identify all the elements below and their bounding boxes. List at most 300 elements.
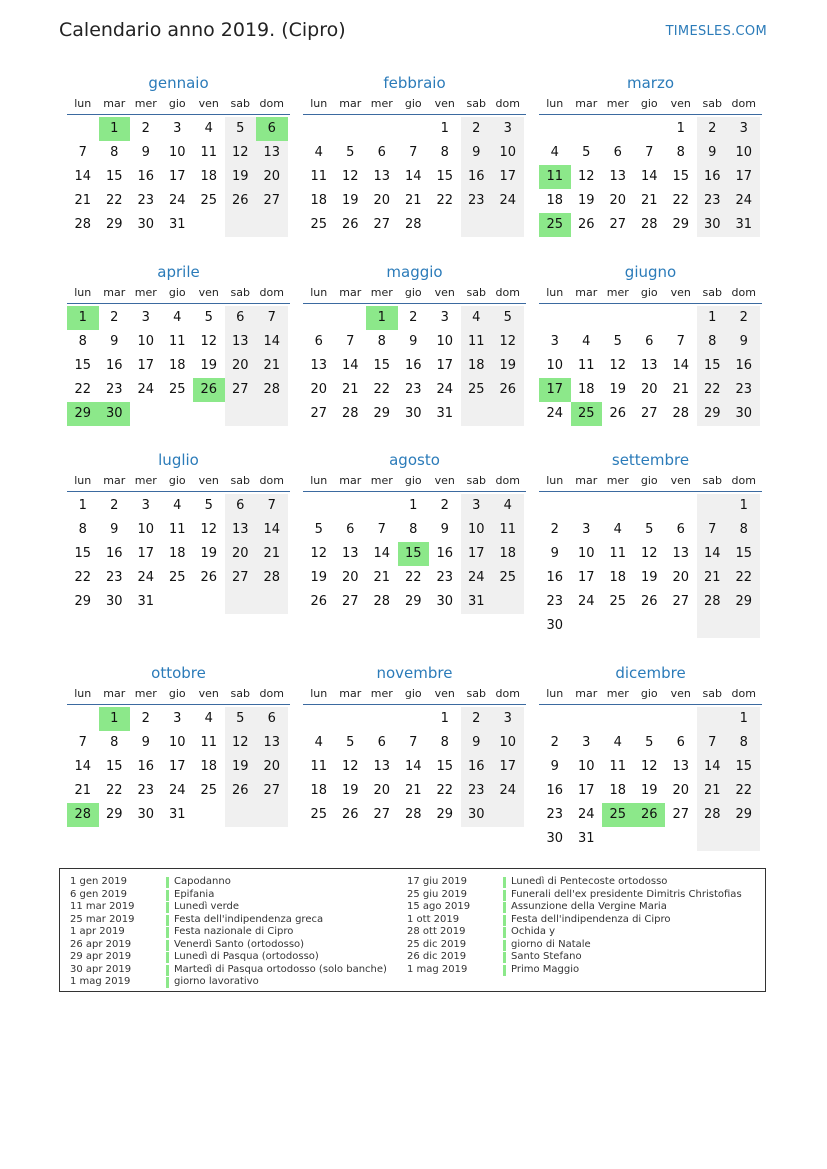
day-cell: 19 — [200, 546, 218, 561]
legend-date: 28 ott 2019 — [407, 926, 466, 937]
weekday-header-row — [67, 684, 290, 705]
week-row — [67, 779, 290, 803]
week-row — [539, 518, 762, 542]
day-cell: 9 — [728, 330, 760, 354]
week-row — [303, 189, 526, 213]
month-dicembre — [539, 662, 762, 851]
day-cell: 27 — [672, 594, 690, 609]
week-row — [303, 590, 526, 614]
day-cell: 17 — [577, 570, 595, 585]
day-cell: 29 — [404, 594, 422, 609]
day-cell: 3 — [461, 494, 493, 518]
holiday-color-marker — [503, 915, 506, 926]
day-cell: 7 — [256, 494, 288, 518]
day-cell: 23 — [461, 189, 493, 213]
weekday-header: dom — [495, 687, 520, 700]
month-name: dicembre — [615, 664, 686, 682]
empty-day-cell — [303, 306, 335, 330]
legend-holiday-name: Santo Stefano — [511, 951, 582, 962]
week-row — [303, 518, 526, 542]
weekday-header: ven — [198, 474, 219, 487]
day-cell: 19 — [310, 570, 328, 585]
day-cell: 25 — [461, 378, 493, 402]
day-cell: 13 — [225, 518, 257, 542]
empty-day-cell — [697, 494, 729, 518]
day-cell: 22 — [74, 382, 92, 397]
weekday-header-row — [539, 471, 762, 492]
empty-day-cell — [256, 402, 288, 426]
weekday-header-row — [303, 471, 526, 492]
day-cell: 26 — [640, 594, 658, 609]
day-cell: 5 — [645, 735, 654, 750]
empty-day-cell — [634, 494, 666, 518]
week-row — [303, 117, 526, 141]
legend-row — [397, 901, 742, 914]
empty-day-cell — [162, 590, 194, 614]
day-cell: 2 — [550, 522, 559, 537]
legend-holiday-name: Epifania — [174, 888, 215, 900]
day-cell: 7 — [676, 334, 685, 349]
day-cell: 26 — [609, 406, 627, 421]
day-cell: 4 — [492, 494, 524, 518]
holiday-color-marker — [166, 890, 169, 901]
day-cell: 15 — [74, 546, 92, 561]
weekday-header: lun — [74, 474, 92, 487]
empty-day-cell — [634, 614, 666, 638]
day-cell: 26 — [200, 570, 218, 585]
day-cell: 5 — [582, 145, 591, 160]
day-cell: 17 — [168, 169, 186, 184]
month-settembre — [539, 449, 762, 638]
day-cell: 31 — [728, 213, 760, 237]
week-row — [539, 378, 762, 402]
day-cell: 16 — [404, 358, 422, 373]
day-cell: 22 — [436, 193, 454, 208]
day-cell: 25 — [609, 594, 627, 609]
empty-day-cell — [571, 707, 603, 731]
legend-holiday-name: Funerali dell'ex presidente Dimitris Christofias — [511, 888, 742, 900]
empty-day-cell — [492, 590, 524, 614]
empty-day-cell — [665, 614, 697, 638]
legend-date: 29 apr 2019 — [70, 951, 132, 962]
week-row — [67, 189, 290, 213]
day-cell: 9 — [697, 141, 729, 165]
day-cell: 19 — [492, 354, 524, 378]
day-cell: 4 — [550, 145, 559, 160]
week-row — [539, 827, 762, 851]
day-cell: 8 — [110, 735, 119, 750]
day-cell: 1 — [440, 711, 449, 726]
day-cell: 5 — [204, 310, 213, 325]
weekday-header: dom — [495, 286, 520, 299]
legend-date: 26 apr 2019 — [70, 938, 132, 950]
day-cell: 23 — [697, 189, 729, 213]
holiday-day-cell: 29 — [67, 402, 99, 426]
day-cell: 10 — [546, 358, 564, 373]
weekday-header: mar — [575, 97, 598, 110]
week-row — [67, 165, 290, 189]
day-cell: 24 — [546, 406, 564, 421]
legend-holiday-name: giorno lavorativo — [174, 976, 259, 987]
day-cell: 27 — [256, 189, 288, 213]
day-cell: 30 — [404, 406, 422, 421]
day-cell: 27 — [225, 378, 257, 402]
day-cell: 2 — [550, 735, 559, 750]
legend-date: 11 mar 2019 — [70, 901, 135, 912]
day-cell: 27 — [310, 406, 328, 421]
legend-date: 26 dic 2019 — [407, 951, 467, 962]
month-name: luglio — [158, 451, 199, 469]
day-cell: 29 — [373, 406, 391, 421]
weekday-header: mer — [606, 474, 629, 487]
day-cell: 13 — [256, 141, 288, 165]
holiday-color-marker — [503, 890, 506, 901]
empty-day-cell — [571, 306, 603, 330]
empty-day-cell — [602, 827, 634, 851]
week-row — [539, 117, 762, 141]
day-cell: 8 — [409, 522, 418, 537]
empty-day-cell — [67, 117, 99, 141]
week-row — [303, 731, 526, 755]
legend-row — [60, 964, 387, 977]
weekday-header-row — [539, 94, 762, 115]
weekday-header: mer — [134, 286, 157, 299]
legend-date: 1 mag 2019 — [70, 976, 131, 987]
day-cell: 30 — [137, 807, 155, 822]
week-row — [303, 213, 526, 237]
holiday-day-cell: 25 — [539, 213, 571, 237]
day-cell: 18 — [200, 169, 218, 184]
week-row — [539, 402, 762, 426]
month-gennaio — [67, 72, 290, 237]
day-cell: 14 — [341, 358, 359, 373]
holiday-day-cell: 30 — [99, 402, 131, 426]
day-cell: 23 — [461, 779, 493, 803]
week-row — [539, 189, 762, 213]
day-cell: 9 — [141, 145, 150, 160]
empty-day-cell — [335, 494, 367, 518]
day-cell: 10 — [492, 141, 524, 165]
day-cell: 3 — [141, 498, 150, 513]
day-cell: 6 — [645, 334, 654, 349]
empty-day-cell — [571, 494, 603, 518]
day-cell: 13 — [341, 546, 359, 561]
day-cell: 27 — [225, 566, 257, 590]
day-cell: 31 — [168, 807, 186, 822]
empty-day-cell — [697, 614, 729, 638]
day-cell: 29 — [728, 590, 760, 614]
day-cell: 2 — [110, 310, 119, 325]
day-cell: 10 — [577, 759, 595, 774]
day-cell: 29 — [728, 803, 760, 827]
weekday-header: gio — [640, 286, 658, 299]
day-cell: 16 — [105, 546, 123, 561]
day-cell: 24 — [436, 382, 454, 397]
legend-row — [397, 939, 742, 952]
day-cell: 4 — [173, 498, 182, 513]
week-row — [539, 542, 762, 566]
empty-day-cell — [193, 402, 225, 426]
day-cell: 23 — [105, 382, 123, 397]
weekday-header: mar — [339, 474, 362, 487]
day-cell: 8 — [78, 522, 87, 537]
day-cell: 9 — [461, 731, 493, 755]
day-cell: 5 — [346, 735, 355, 750]
day-cell: 31 — [137, 594, 155, 609]
weekday-header: sab — [466, 687, 486, 700]
day-cell: 10 — [728, 141, 760, 165]
holiday-day-cell: 1 — [99, 117, 131, 141]
weekday-header: lun — [310, 97, 328, 110]
legend-date: 15 ago 2019 — [407, 901, 471, 912]
day-cell: 8 — [697, 330, 729, 354]
weekday-header: lun — [74, 97, 92, 110]
day-cell: 14 — [373, 546, 391, 561]
week-row — [67, 402, 290, 426]
weekday-header: dom — [731, 97, 756, 110]
week-row — [539, 213, 762, 237]
day-cell: 20 — [672, 783, 690, 798]
weekday-header-row — [303, 94, 526, 115]
empty-day-cell — [225, 213, 257, 237]
day-cell: 28 — [404, 807, 422, 822]
weekday-header: lun — [546, 687, 564, 700]
day-cell: 20 — [341, 570, 359, 585]
legend-holiday-name: Martedì di Pasqua ortodosso (solo banche) — [174, 963, 387, 975]
day-cell: 8 — [728, 518, 760, 542]
day-cell: 23 — [436, 570, 454, 585]
week-row — [67, 330, 290, 354]
day-cell: 15 — [436, 759, 454, 774]
holiday-color-marker — [166, 952, 169, 963]
week-row — [67, 542, 290, 566]
day-cell: 9 — [110, 334, 119, 349]
day-cell: 12 — [200, 522, 218, 537]
day-cell: 14 — [640, 169, 658, 184]
weekday-header: mer — [606, 97, 629, 110]
week-row — [539, 330, 762, 354]
weekday-header: dom — [731, 474, 756, 487]
day-cell: 8 — [440, 145, 449, 160]
day-cell: 9 — [110, 522, 119, 537]
weekday-header: dom — [495, 474, 520, 487]
day-cell: 13 — [256, 731, 288, 755]
day-cell: 17 — [137, 358, 155, 373]
day-cell: 6 — [314, 334, 323, 349]
week-row — [539, 731, 762, 755]
empty-day-cell — [256, 803, 288, 827]
page-title: Calendario anno 2019. (Cipro) — [59, 19, 346, 41]
day-cell: 7 — [377, 522, 386, 537]
month-name: marzo — [626, 74, 675, 92]
day-cell: 28 — [74, 217, 92, 232]
weekday-header-row — [303, 283, 526, 304]
weekday-header: lun — [546, 286, 564, 299]
day-cell: 4 — [204, 121, 213, 136]
day-cell: 1 — [728, 707, 760, 731]
day-cell: 10 — [577, 546, 595, 561]
week-row — [67, 707, 290, 731]
day-cell: 15 — [436, 169, 454, 184]
week-row — [539, 779, 762, 803]
day-cell: 21 — [74, 783, 92, 798]
week-row — [303, 378, 526, 402]
day-cell: 29 — [672, 217, 690, 232]
day-cell: 15 — [728, 755, 760, 779]
week-row — [539, 354, 762, 378]
holiday-day-cell: 26 — [634, 803, 666, 827]
empty-day-cell — [539, 117, 571, 141]
day-cell: 8 — [377, 334, 386, 349]
legend-row — [60, 901, 387, 914]
empty-day-cell — [665, 827, 697, 851]
weekday-header: ven — [434, 286, 455, 299]
day-cell: 3 — [492, 117, 524, 141]
day-cell: 30 — [105, 594, 123, 609]
weekday-header-row — [539, 283, 762, 304]
day-cell: 15 — [105, 759, 123, 774]
legend-row — [60, 926, 387, 939]
weekday-header: dom — [259, 687, 284, 700]
day-cell: 27 — [640, 406, 658, 421]
week-row — [539, 566, 762, 590]
empty-day-cell — [665, 707, 697, 731]
legend-holiday-name: Primo Maggio — [511, 963, 580, 975]
weekday-header: mar — [103, 687, 126, 700]
weekday-header: dom — [259, 286, 284, 299]
weekday-header: mer — [134, 474, 157, 487]
month-name: ottobre — [151, 664, 206, 682]
day-cell: 21 — [341, 382, 359, 397]
day-cell: 19 — [225, 755, 257, 779]
weekday-header: lun — [546, 97, 564, 110]
empty-day-cell — [225, 590, 257, 614]
weekday-header: mer — [134, 97, 157, 110]
holiday-day-cell: 15 — [398, 542, 430, 566]
empty-day-cell — [602, 707, 634, 731]
holiday-color-marker — [166, 965, 169, 976]
day-cell: 11 — [200, 145, 218, 160]
day-cell: 9 — [409, 334, 418, 349]
holiday-day-cell: 1 — [67, 306, 99, 330]
day-cell: 22 — [74, 570, 92, 585]
day-cell: 18 — [310, 783, 328, 798]
day-cell: 1 — [440, 121, 449, 136]
week-row — [67, 141, 290, 165]
day-cell: 3 — [440, 310, 449, 325]
empty-day-cell — [461, 402, 493, 426]
empty-day-cell — [492, 402, 524, 426]
day-cell: 26 — [225, 189, 257, 213]
holiday-color-marker — [166, 927, 169, 938]
day-cell: 20 — [225, 542, 257, 566]
day-cell: 25 — [310, 807, 328, 822]
day-cell: 20 — [225, 354, 257, 378]
empty-day-cell — [728, 614, 760, 638]
day-cell: 18 — [200, 759, 218, 774]
weekday-header: mer — [370, 286, 393, 299]
legend-holiday-name: Festa nazionale di Cipro — [174, 926, 294, 937]
day-cell: 1 — [78, 498, 87, 513]
day-cell: 3 — [582, 522, 591, 537]
month-name: novembre — [376, 664, 453, 682]
day-cell: 6 — [225, 306, 257, 330]
month-name: febbraio — [383, 74, 446, 92]
weekday-header: lun — [310, 286, 328, 299]
empty-day-cell — [602, 117, 634, 141]
day-cell: 6 — [225, 494, 257, 518]
day-cell: 5 — [204, 498, 213, 513]
legend-holiday-name: Venerdì Santo (ortodosso) — [174, 938, 305, 950]
week-row — [303, 803, 526, 827]
day-cell: 11 — [461, 330, 493, 354]
weekday-header: sab — [230, 474, 250, 487]
holiday-color-marker — [166, 877, 169, 888]
holiday-color-marker — [503, 940, 506, 951]
day-cell: 26 — [341, 217, 359, 232]
day-cell: 20 — [256, 755, 288, 779]
week-row — [539, 494, 762, 518]
day-cell: 12 — [640, 759, 658, 774]
weekday-header: mar — [339, 97, 362, 110]
day-cell: 24 — [492, 779, 524, 803]
weekday-header: mer — [370, 687, 393, 700]
day-cell: 4 — [314, 735, 323, 750]
day-cell: 20 — [609, 193, 627, 208]
day-cell: 18 — [546, 193, 564, 208]
empty-day-cell — [539, 494, 571, 518]
month-name: settembre — [611, 451, 690, 469]
legend-holiday-name: Lunedì verde — [174, 901, 240, 912]
day-cell: 24 — [461, 566, 493, 590]
day-cell: 21 — [640, 193, 658, 208]
day-cell: 12 — [310, 546, 328, 561]
day-cell: 25 — [200, 783, 218, 798]
day-cell: 25 — [492, 566, 524, 590]
week-row — [67, 755, 290, 779]
empty-day-cell — [539, 306, 571, 330]
empty-day-cell — [303, 117, 335, 141]
week-row — [67, 306, 290, 330]
weekday-header: lun — [546, 474, 564, 487]
day-cell: 5 — [613, 334, 622, 349]
day-cell: 5 — [346, 145, 355, 160]
day-cell: 11 — [168, 522, 186, 537]
day-cell: 26 — [577, 217, 595, 232]
day-cell: 3 — [550, 334, 559, 349]
day-cell: 24 — [168, 193, 186, 208]
empty-day-cell — [697, 707, 729, 731]
legend-holiday-name: Lunedì di Pasqua (ortodosso) — [174, 951, 319, 962]
holiday-color-marker — [503, 927, 506, 938]
day-cell: 15 — [373, 358, 391, 373]
day-cell: 19 — [341, 193, 359, 208]
holiday-color-marker — [166, 977, 169, 988]
holiday-day-cell: 17 — [539, 378, 571, 402]
day-cell: 11 — [609, 546, 627, 561]
day-cell: 4 — [314, 145, 323, 160]
empty-day-cell — [429, 213, 461, 237]
day-cell: 3 — [492, 707, 524, 731]
day-cell: 16 — [461, 755, 493, 779]
legend-date: 25 mar 2019 — [70, 913, 135, 925]
day-cell: 3 — [728, 117, 760, 141]
day-cell: 31 — [577, 831, 595, 846]
legend-column-right — [397, 876, 742, 976]
day-cell: 14 — [697, 542, 729, 566]
brand-link[interactable]: TIMESLES.COM — [665, 24, 767, 39]
week-row — [303, 354, 526, 378]
